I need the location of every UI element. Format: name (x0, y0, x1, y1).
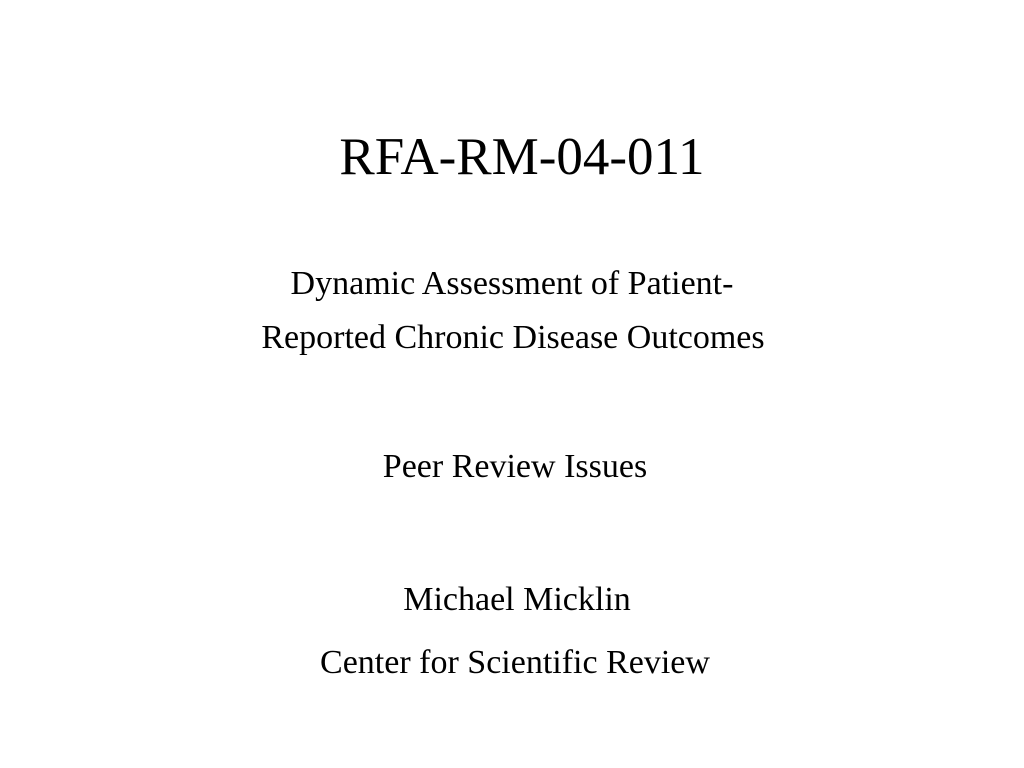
subtitle-line-2: Reported Chronic Disease Outcomes (261, 319, 765, 356)
section-heading: Peer Review Issues (382, 448, 648, 485)
author-organization: Center for Scientific Review (320, 644, 710, 681)
subtitle-line-1: Dynamic Assessment of Patient- (290, 265, 734, 302)
author-name: Michael Micklin (403, 581, 631, 618)
slide-title: RFA-RM-04-011 (339, 128, 705, 186)
